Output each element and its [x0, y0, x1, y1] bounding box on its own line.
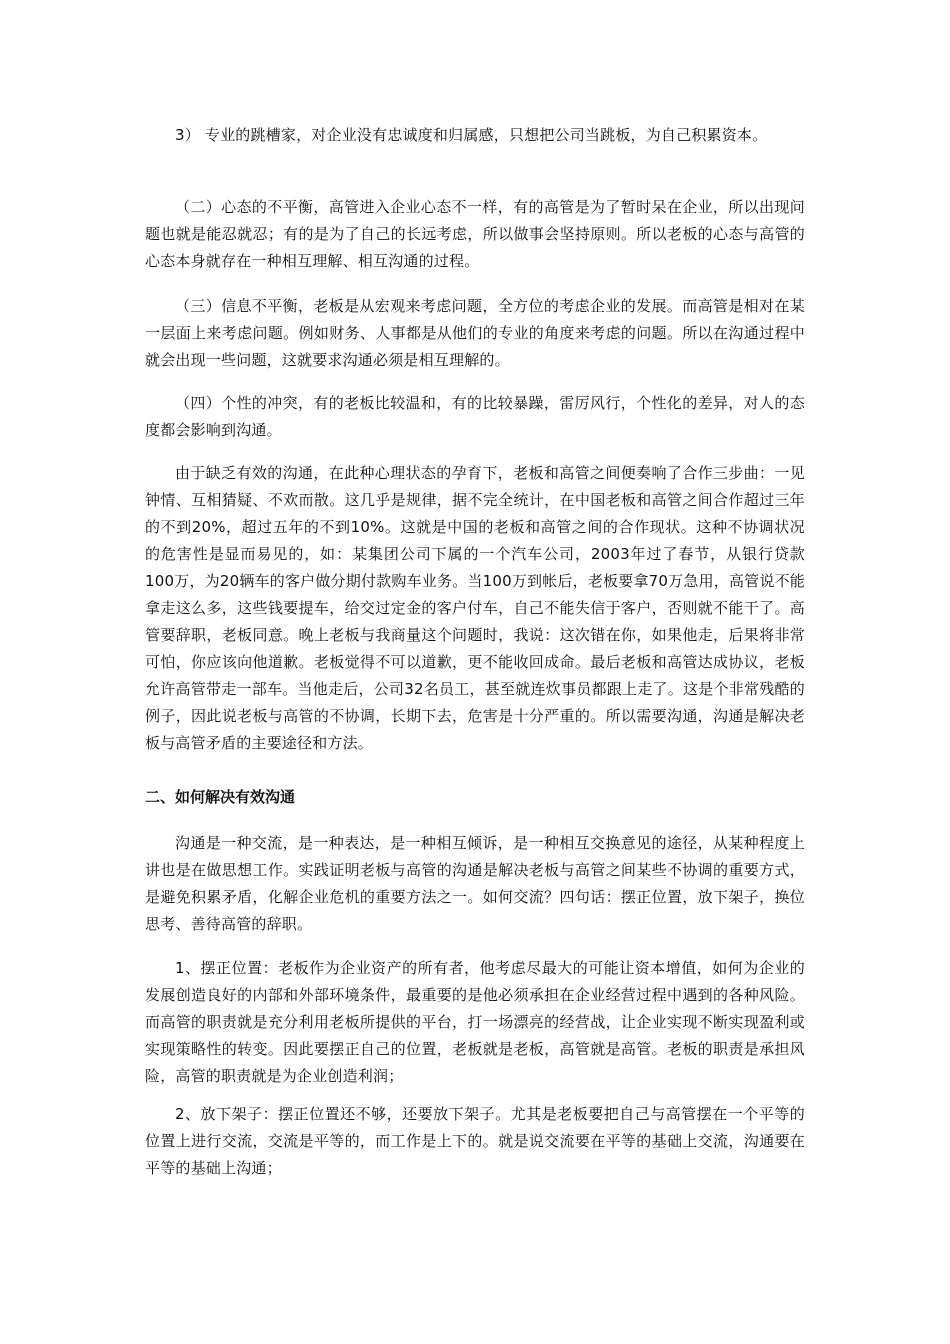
paragraph-professional-job-hopper: 3） 专业的跳槽家，对企业没有忠诚度和归属感，只想把公司当跳板，为自己积累资本。	[175, 126, 768, 144]
section-heading: 二、如何解决有效沟通	[145, 788, 296, 806]
paragraph-communication-definition: 沟通是一种交流，是一种表达，是一种相互倾诉，是一种相互交换意见的途径，从某种程度上讲也是在做思想工作。实践证明老板与高管的沟通是解决老板与高管之间某些不协调的重要方式，是避免积累矛盾，化解企业危机的重要方法之一。如何交流？四句话：摆正位置，放下架子，换位思考、善待高管的辞职。	[145, 834, 805, 933]
paragraph-personality-conflict: （四）个性的冲突，有的老板比较温和，有的比较暴躁，雷厉风行，个性化的差异，对人的态度都会影响到沟通。	[145, 394, 805, 439]
paragraph-put-down-airs: 2、放下架子：摆正位置还不够，还要放下架子。尤其是老板要把自己与高管摆在一个平等的位置上进行交流，交流是平等的，而工作是上下的。就是说交流要在平等的基础上交流，沟通要在平等的基础上沟通；	[145, 1105, 805, 1177]
paragraph-right-position: 1、摆正位置：老板作为企业资产的所有者，他考虑尽最大的可能让资本增值，如何为企业的发展创造良好的内部和外部环境条件，最重要的是他必须承担在企业经营过程中遇到的各种风险。而高管的职责就是充分利用老板所提供的平台，打一场漂亮的经营战，让企业实现不断实现盈利或实现策略性的转变。因此要摆正自己的位置，老板就是老板，高管就是高管。老板的职责是承担风险，高管的职责就是为企业创造利润；	[145, 959, 805, 1085]
paragraph-information-imbalance: （三）信息不平衡，老板是从宏观来考虑问题，全方位的考虑企业的发展。而高管是相对在某一层面上来考虑问题。例如财务、人事都是从他们的专业的角度来考虑的问题。所以在沟通过程中就会出现一些问题，这就要求沟通必须是相互理解的。	[145, 297, 805, 369]
paragraph-lack-of-communication: 由于缺乏有效的沟通，在此种心理状态的孕育下，老板和高管之间便奏响了合作三步曲：一见钟情、互相猜疑、不欢而散。这几乎是规律，据不完全统计，在中国老板和高管之间合作超过三年的不到20%，超过五年的不到10%。这就是中国的老板和高管之间的合作现状。这种不协调状况的危害性是显而易见的，如：某集团公司下属的一个汽车公司，2003年过了春节，从银行贷款100万，为20辆车的客户做分期付款购车业务。当100万到帐后，老板要拿70万急用，高管说不能拿走这么多，这些钱要提车，给交过定金的客户付车，自己不能失信于客户，否则就不能干了。高管要辞职，老板同意。晚上老板与我商量这个问题时，我说：这次错在你，如果他走，后果将非常可怕，你应该向他道歉。老板觉得不可以道歉，更不能收回成命。最后老板和高管达成协议，老板允许高管带走一部车。当他走后，公司32名员工，甚至就连炊事员都跟上走了。这是个非常残酷的例子，因此说老板与高管的不协调，长期下去，危害是十分严重的。所以需要沟通，沟通是解决老板与高管矛盾的主要途径和方法。	[145, 464, 805, 752]
paragraph-mindset-imbalance: （二）心态的不平衡，高管进入企业心态不一样，有的高管是为了暂时呆在企业，所以出现问题也就是能忍就忍；有的是为了自己的长远考虑，所以做事会坚持原则。所以老板的心态与高管的心态本身就存在一种相互理解、相互沟通的过程。	[145, 198, 805, 270]
